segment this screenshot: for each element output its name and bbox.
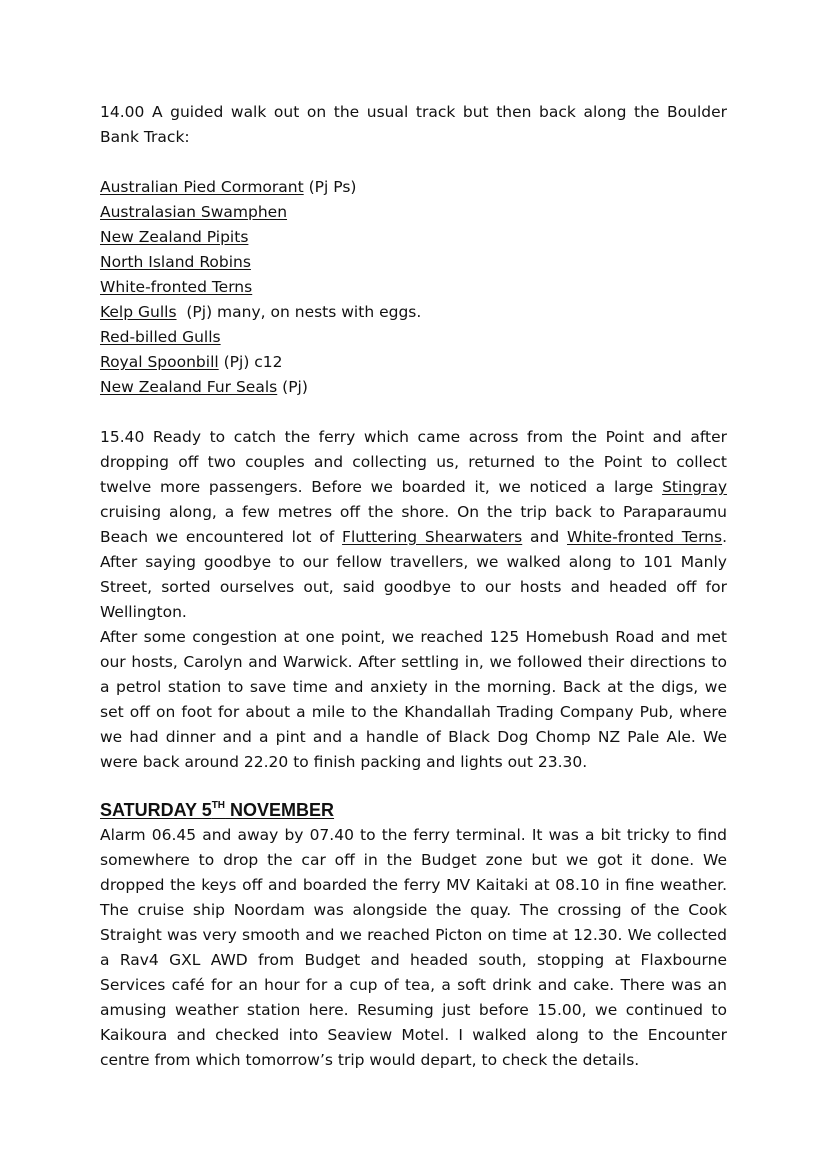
ferry-paragraph: 15.40 Ready to catch the ferry which came across from the Point and after dropping off two couples and collecting us, returned to the Point to collect twelve more passengers. Before we boarded it, we noticed a large Stingray cruising along, a few metres off the shore. On the trip back to Paraparaumu Beach we encountered lot of Fluttering Shearwaters and White-fronted Terns. After saying goodbye to our fellow travellers, we walked along to 101 Manly Street, sorted ourselves out, said goodbye to our hosts and headed off for Wellington. bbox=[100, 428, 728, 621]
species-name: Royal Spoonbill bbox=[100, 353, 219, 371]
species-name: Kelp Gulls bbox=[100, 303, 177, 321]
species-item bbox=[100, 175, 727, 200]
species-name: Red-billed Gulls bbox=[100, 328, 221, 346]
species-item bbox=[100, 250, 727, 275]
species-list bbox=[100, 175, 727, 400]
saturday-paragraph: Alarm 06.45 and away by 07.40 to the ferry terminal. It was a bit tricky to find somewhere to drop the car off in the Budget zone but we got it done. We dropped the keys off and boarded the ferry MV Kaitaki at 08.10 in fine weather. The cruise ship Noordam was alongside the quay. The crossing of the Cook Straight was very smooth and we reached Picton on time at 12.30. We collected a Rav4 GXL AWD from Budget and headed south, stopping at Flaxbourne Services café for an hour for a cup of tea, a soft drink and cake. There was an amusing weather station here. Resuming just before 15.00, we continued to Kaikoura and checked into Seaview Motel. I walked along to the Encounter centre from which tomorrow’s trip would depart, to check the details. bbox=[100, 826, 727, 1069]
species-stingray: Stingray bbox=[662, 478, 727, 496]
day-heading: SATURDAY 5TH NOVEMBER bbox=[100, 800, 335, 820]
species-name: White-fronted Terns bbox=[100, 278, 253, 296]
species-name: New Zealand Fur Seals bbox=[100, 378, 278, 396]
species-item bbox=[100, 200, 727, 225]
species-name: New Zealand Pipits bbox=[100, 228, 249, 246]
species-item bbox=[100, 375, 727, 400]
species-name: North Island Robins bbox=[100, 253, 251, 271]
species-note: (Pj Ps) bbox=[303, 178, 357, 196]
document-page bbox=[100, 100, 727, 1073]
species-name: Australasian Swamphen bbox=[100, 203, 288, 221]
species-note: (Pj) c12 bbox=[218, 353, 283, 371]
species-shearwaters: Fluttering Shearwaters bbox=[342, 528, 523, 546]
species-item bbox=[100, 325, 727, 350]
species-item bbox=[100, 225, 727, 250]
species-item bbox=[100, 350, 727, 375]
species-note: (Pj) bbox=[277, 378, 308, 396]
species-terns: White-fronted Terns bbox=[567, 528, 723, 546]
species-item bbox=[100, 300, 727, 325]
wellington-paragraph: After some congestion at one point, we reached 125 Homebush Road and met our hosts, Carolyn and Warwick. After settling in, we followed their directions to a petrol station to save time and anxiety in the morning. Back at the digs, we set off on foot for about a mile to the Khandallah Trading Company Pub, where we had dinner and a pint and a handle of Black Dog Chomp NZ Pale Ale. We were back around 22.20 to finish packing and lights out 23.30. bbox=[100, 628, 727, 771]
species-name: Australian Pied Cormorant bbox=[100, 178, 304, 196]
species-item bbox=[100, 275, 727, 300]
species-note: (Pj) many, on nests with eggs. bbox=[176, 303, 422, 321]
intro-paragraph: 14.00 A guided walk out on the usual track but then back along the Boulder Bank Track: bbox=[100, 103, 727, 146]
